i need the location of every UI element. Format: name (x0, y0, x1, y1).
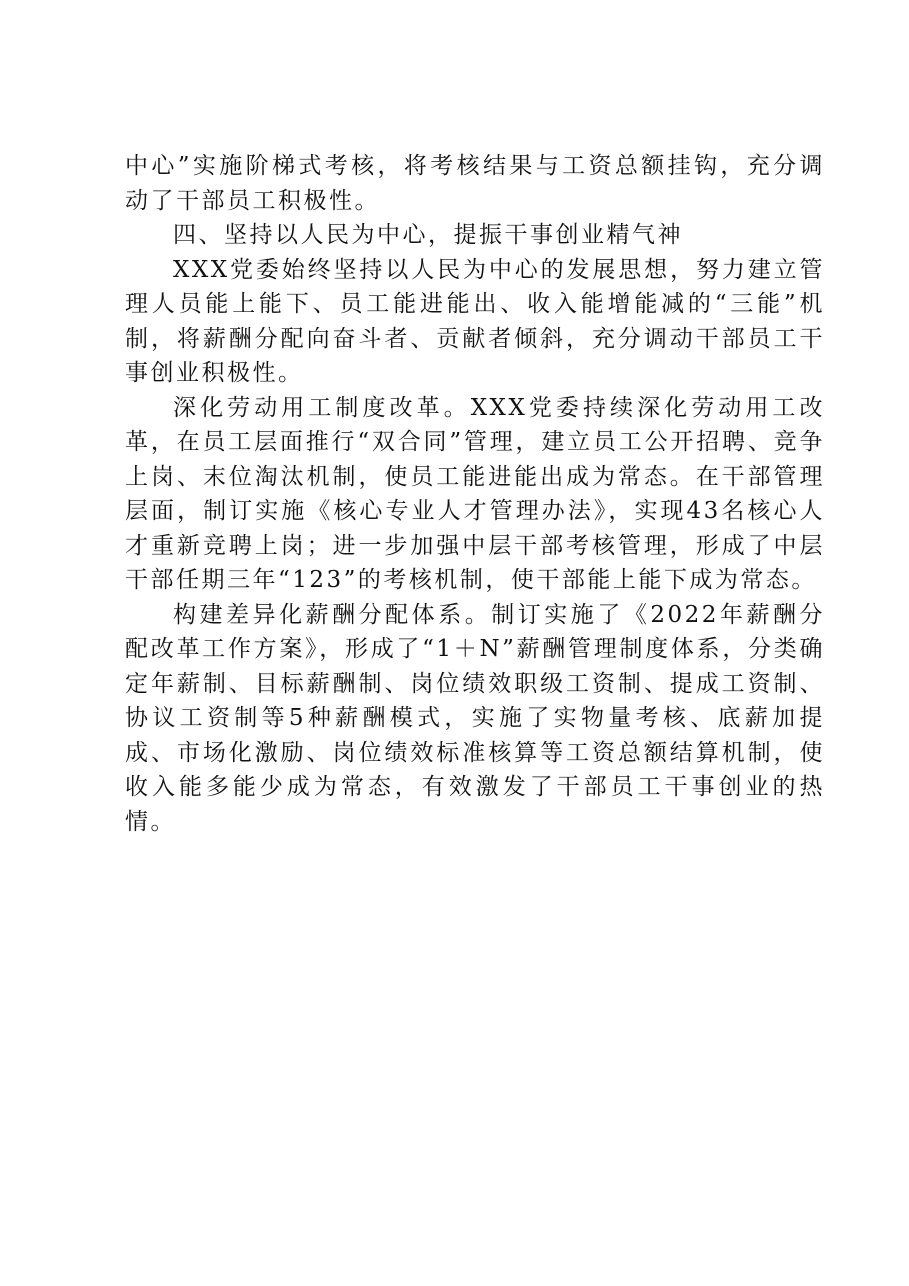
section-heading: 四、坚持以人民为中心，提振干事创业精气神 (173, 222, 683, 248)
paragraph-salary-system: 构建差异化薪酬分配体系。制订实施了《2022年薪酬分配改革工作方案》，形成了“1＋N”薪酬管理制度体系，分类确定年薪制、目标薪酬制、岗位绩效职级工资制、提成工资制、协议工资制等5种薪酬模式，实施了实物量考核、底薪加提成、市场化激励、岗位绩效标准核算等工资总额结算机制，使收入能多能少成为常态，有效激发了干部员工干事创业的热情。 (125, 601, 825, 835)
document-body (125, 149, 825, 839)
paragraph-labor-reform: 深化劳动用工制度改革。XXX党委持续深化劳动用工改革，在员工层面推行“双合同”管理，建立员工公开招聘、竞争上岗、末位淘汰机制，使员工能进能出成为常态。在干部管理层面，制订实施《核心专业人才管理办法》，实现43名核心人才重新竞聘上岗；进一步加强中层干部考核管理，形成了中层干部任期三年“123”的考核机制，使干部能上能下成为常态。 (125, 394, 825, 593)
paragraph-continuation: 中心”实施阶梯式考核，将考核结果与工资总额挂钩，充分调动了干部员工积极性。 (125, 153, 825, 214)
paragraph-intro: XXX党委始终坚持以人民为中心的发展思想，努力建立管理人员能上能下、员工能进能出、收入能增能减的“三能”机制，将薪酬分配向奋斗者、贡献者倾斜，充分调动干部员工干事创业积极性。 (125, 256, 825, 386)
